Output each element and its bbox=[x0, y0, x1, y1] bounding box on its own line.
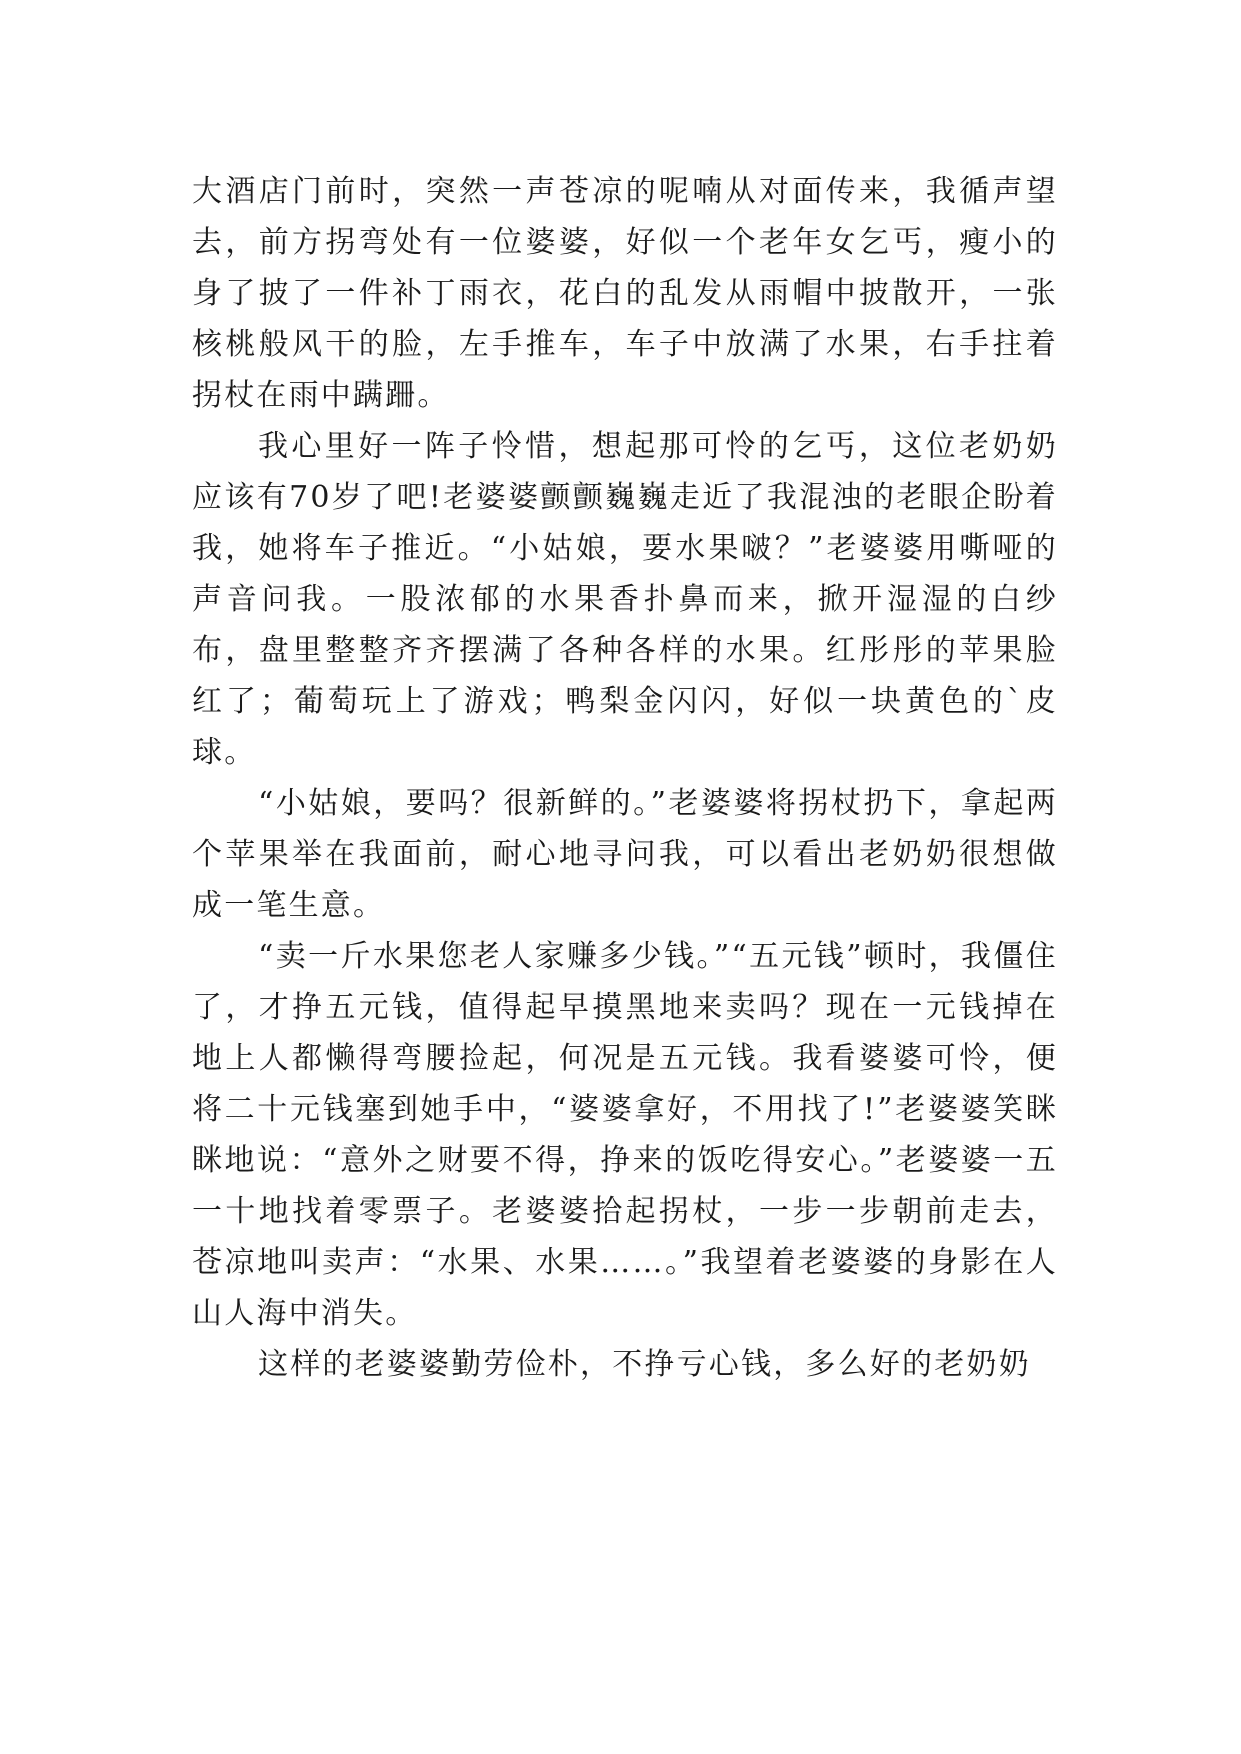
paragraph-2: 我心里好一阵子怜惜，想起那可怜的乞丐，这位老奶奶应该有70岁了吧!老婆婆颤颤巍巍走近了我混浊的老眼企盼着我，她将车子推近。“小姑娘，要水果啵？”老婆婆用嘶哑的声音问我。一股浓郁的水果香扑鼻而来，掀开湿湿的白纱布，盘里整整齐齐摆满了各种各样的水果。红彤彤的苹果脸红了；葡萄玩上了游戏；鸭梨金闪闪，好似一块黄色的`皮球。 bbox=[192, 429, 1058, 770]
body-text bbox=[192, 166, 1058, 1390]
paragraph-4: “卖一斤水果您老人家赚多少钱。”“五元钱”顿时，我僵住了，才挣五元钱，值得起早摸黑地来卖吗？现在一元钱掉在地上人都懒得弯腰捡起，何况是五元钱。我看婆婆可怜，便将二十元钱塞到她手中，“婆婆拿好，不用找了!”老婆婆笑眯眯地说：“意外之财要不得，挣来的饭吃得安心。”老婆婆一五一十地找着零票子。老婆婆拾起拐杖，一步一步朝前走去，苍凉地叫卖声：“水果、水果……。”我望着老婆婆的身影在人山人海中消失。 bbox=[192, 939, 1058, 1331]
paragraph-1: 大酒店门前时，突然一声苍凉的呢喃从对面传来，我循声望去，前方拐弯处有一位婆婆，好似一个老年女乞丐，瘦小的身了披了一件补丁雨衣，花白的乱发从雨帽中披散开，一张核桃般风干的脸，左手推车，车子中放满了水果，右手拄着拐杖在雨中蹒跚。 bbox=[192, 174, 1058, 413]
paragraph-3: “小姑娘，要吗？很新鲜的。”老婆婆将拐杖扔下，拿起两个苹果举在我面前，耐心地寻问我，可以看出老奶奶很想做成一笔生意。 bbox=[192, 786, 1058, 923]
paragraph-5: 这样的老婆婆勤劳俭朴，不挣亏心钱，多么好的老奶奶 bbox=[258, 1347, 1031, 1382]
